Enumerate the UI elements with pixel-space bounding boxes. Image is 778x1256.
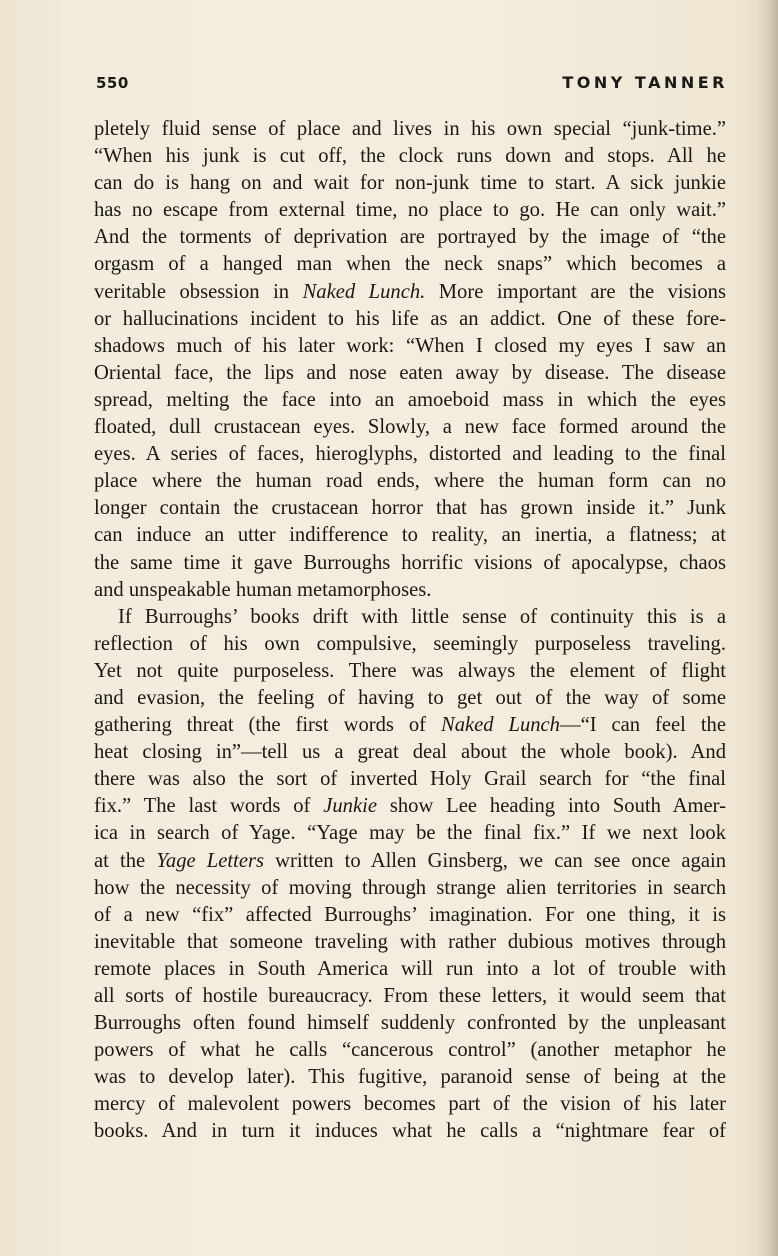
page-number: 550 [96, 74, 129, 92]
text-line [94, 929, 726, 956]
italic-title: Yage Letters [156, 849, 265, 872]
text-line [94, 495, 726, 522]
text-run: all sorts of hostile bureaucracy. From these letters, it would seem that [94, 985, 726, 1007]
text-run: the same time it gave Burroughs horrific visions of apocalypse, chaos [94, 551, 726, 574]
text-run: can do is hang on and wait for non-junk time to start. A sick junkie [94, 172, 726, 195]
text-line [94, 1010, 726, 1037]
text-run: veritable obsession in [94, 280, 303, 303]
text-run: “When his junk is cut off, the clock runs down and stops. All he [94, 145, 726, 168]
text-run: mercy of malevolent powers becomes part of the vision of his later [94, 1093, 726, 1116]
text-line [94, 251, 726, 278]
text-line [94, 1037, 726, 1064]
text-run: More important are the visions [425, 280, 726, 303]
text-run: there was also the sort of inverted Holy Grail search for “the final [94, 768, 726, 791]
text-line [94, 793, 726, 820]
running-head: TONY TANNER [562, 73, 728, 92]
text-run: can induce an utter indifference to reality, an inertia, a flatness; at [94, 524, 726, 547]
text-run: eyes. A series of faces, hieroglyphs, distorted and leading to the final [94, 443, 726, 466]
text-run: —“I can feel the [559, 714, 726, 737]
text-run: inevitable that someone traveling with rather dubious motives through [94, 930, 726, 953]
text-line [94, 902, 726, 929]
text-line [94, 875, 726, 902]
text-line [94, 143, 726, 170]
text-run: shadows much of his later work: “When I closed my eyes I saw an [94, 334, 726, 357]
italic-title: Junkie [323, 795, 377, 818]
text-line [94, 820, 726, 847]
text-run: how the necessity of moving through strange alien territories in search [94, 876, 726, 899]
italic-title: Naked Lunch [440, 714, 560, 737]
paragraph [94, 116, 726, 604]
text-line [94, 848, 726, 875]
text-run: powers of what he calls “cancerous control” (another metaphor he [94, 1039, 726, 1062]
page-gutter-shadow [756, 0, 778, 1256]
text-line [94, 306, 726, 333]
text-line [94, 387, 726, 414]
text-run: reflection of his own compulsive, seemingly purposeless traveling. [94, 632, 726, 655]
text-line [94, 712, 726, 739]
text-line [94, 360, 726, 387]
text-run: at the [94, 849, 157, 872]
text-line [94, 604, 726, 631]
text-line [94, 441, 726, 468]
text-line [94, 983, 726, 1010]
text-run: show Lee heading into South Amer- [376, 795, 726, 818]
text-line [94, 414, 726, 441]
text-run: has no escape from external time, no place to go. He can only wait.” [94, 199, 726, 222]
text-run: gathering threat (the first words of [94, 714, 441, 737]
text-run: or hallucinations incident to his life as an addict. One of these fore- [94, 307, 726, 330]
text-run: was to develop later). This fugitive, paranoid sense of being at the [94, 1066, 726, 1089]
text-line [94, 279, 726, 306]
text-run: floated, dull crustacean eyes. Slowly, a new face formed around the [94, 416, 726, 439]
text-run: orgasm of a hanged man when the neck snaps” which becomes a [94, 253, 726, 276]
text-run: fix.” The last words of [94, 795, 324, 818]
text-run: Burroughs often found himself suddenly confronted by the unpleasant [94, 1012, 726, 1035]
text-run: longer contain the crustacean horror that has grown inside it.” Junk [94, 497, 726, 520]
text-line [94, 577, 726, 604]
text-line [94, 685, 726, 712]
text-line [94, 766, 726, 793]
text-line [94, 956, 726, 983]
text-line [94, 739, 726, 766]
text-line [94, 550, 726, 577]
text-run: Oriental face, the lips and nose eaten away by disease. The disease [94, 361, 726, 384]
italic-title: Naked Lunch. [302, 280, 426, 303]
text-line [94, 1118, 726, 1145]
text-line [94, 170, 726, 197]
text-line [94, 224, 726, 251]
text-run: remote places in South America will run into a lot of trouble with [94, 957, 726, 980]
text-run: written to Allen Ginsberg, we can see once again [264, 849, 727, 872]
text-run: of a new “fix” affected Burroughs’ imagination. For one thing, it is [94, 903, 726, 926]
text-line [94, 631, 726, 658]
text-line [94, 116, 726, 143]
text-run: spread, melting the face into an amoeboid mass in which the eyes [94, 388, 726, 411]
text-line [94, 468, 726, 495]
text-run: Yet not quite purposeless. There was always the element of flight [94, 659, 726, 682]
text-run: And the torments of deprivation are portrayed by the image of “the [94, 226, 726, 249]
text-run: and evasion, the feeling of having to get out of the way of some [94, 686, 726, 709]
text-run: books. And in turn it induces what he calls a “nightmare fear of [94, 1120, 726, 1143]
text-run: and unspeakable human metamorphoses. [94, 578, 432, 601]
text-run: pletely fluid sense of place and lives in his own special “junk-time.” [94, 118, 726, 140]
paragraph [94, 604, 726, 1146]
text-line [94, 1064, 726, 1091]
text-run: place where the human road ends, where the human form can no [94, 470, 726, 493]
text-run: If Burroughs’ books drift with little sense of continuity this is a [118, 605, 726, 628]
text-line [94, 522, 726, 549]
text-line [94, 1091, 726, 1118]
text-line [94, 333, 726, 360]
text-run: heat closing in”—tell us a great deal about the whole book). And [94, 741, 726, 764]
text-run: ica in search of Yage. “Yage may be the final fix.” If we next look [94, 822, 726, 845]
text-line [94, 197, 726, 224]
body-text [94, 116, 726, 1146]
text-line [94, 658, 726, 685]
